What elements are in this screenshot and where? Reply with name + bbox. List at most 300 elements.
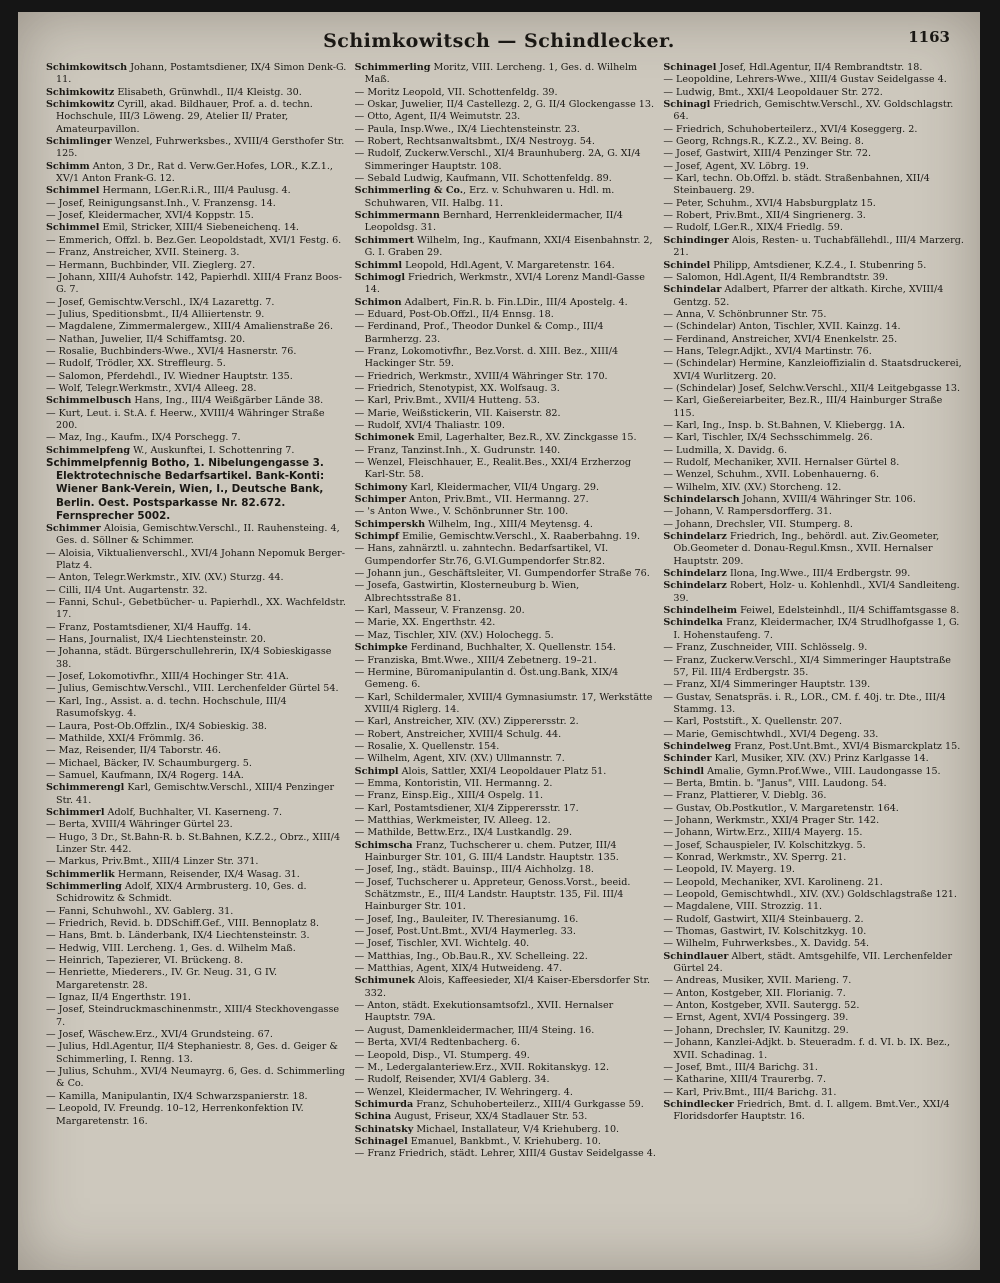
entry-details: — Karl, Priv.Bmt., XVII/4 Hutteng. 53.	[354, 395, 540, 407]
entry-surname: Schimlinger	[46, 136, 112, 148]
directory-entry	[46, 967, 349, 992]
running-head: Schimkowitsch — Schindlecker.	[323, 30, 675, 52]
entry-details: Cyrill, akad. Bildhauer, Prof. a. d. techn. Hochschule, III/3 Löweng. 29, Atelier II/ Prater, Amateurpavillon.	[56, 99, 313, 135]
directory-entry	[355, 1074, 658, 1086]
directory-entry	[46, 235, 349, 247]
entry-details: — Josef, Wäschew.Erz., XVI/4 Grundsteing. 67.	[46, 1029, 273, 1041]
directory-entry	[46, 62, 349, 87]
directory-entry	[355, 642, 658, 654]
directory-entry	[663, 803, 966, 815]
directory-entry	[46, 260, 349, 272]
entry-details: — Leopoldine, Lehrers-Wwe., XIII/4 Gustav Seidelgasse 4.	[663, 74, 947, 86]
entry-details: — Rudolf, Trödler, XX. Streffleurg. 5.	[46, 358, 226, 370]
entry-details: — Anna, V. Schönbrunner Str. 75.	[663, 308, 827, 320]
entry-details: — Josef, Post.Unt.Bmt., XVI/4 Haymerleg. 33.	[354, 926, 576, 938]
directory-entry	[46, 671, 349, 683]
entry-details: — Robert, Anstreicher, XVIII/4 Schulg. 44.	[354, 728, 562, 740]
entry-details: Ilona, Ing.Wwe., III/4 Erdbergstr. 99.	[726, 568, 911, 580]
directory-entry	[663, 766, 966, 778]
directory-entry	[663, 642, 966, 654]
entry-details: Bernhard, Herrenkleidermacher, II/4 Leopoldsg. 31.	[364, 210, 623, 234]
entry-details: — Wilhelm, Fuhrwerksbes., X. Davidg. 54.	[663, 938, 870, 950]
entry-surname: Schinagel	[663, 62, 717, 73]
entry-details: — Karl, Ing., Insp. b. St.Bahnen, V. Kliebergg. 1A.	[663, 419, 906, 431]
entry-details: — Marie, Weißstickerin, VII. Kaiserstr. 82.	[354, 407, 561, 419]
directory-entry	[355, 173, 658, 185]
entry-details: — Franz Friedrich, städt. Lehrer, XIII/4 Gustav Seidelgasse 4.	[354, 1148, 656, 1160]
directory-entry	[663, 753, 966, 765]
directory-entry	[663, 692, 966, 717]
page-header	[18, 26, 980, 56]
entry-details: Johann, Postamtsdiener, IX/4 Simon Denk-G. 11.	[56, 62, 347, 86]
directory-entry	[46, 136, 349, 161]
directory-entry	[46, 955, 349, 967]
entry-details: — Josef, Bmt., III/4 Barichg. 31.	[663, 1061, 818, 1073]
entry-details: Adalbert, Fin.R. b. Fin.LDir., III/4 Apostelg. 4.	[401, 296, 628, 308]
entry-details: — Maz, Tischler, XIV. (XV.) Holochegg. 5.	[354, 629, 554, 641]
directory-entry	[663, 815, 966, 827]
directory-entry	[355, 420, 658, 432]
entry-details: — Berta, XVI/4 Redtenbacherg. 6.	[354, 1037, 521, 1049]
directory-entry	[355, 963, 658, 975]
directory-entry	[46, 371, 349, 383]
entry-surname: Schimmerling	[46, 880, 122, 892]
directory-entry	[663, 432, 966, 444]
entry-details: Leopold, Hdl.Agent, V. Margaretenstr. 164.	[402, 259, 615, 271]
entry-details: Emil, Stricker, XIII/4 Siebeneichenq. 14.	[99, 222, 299, 234]
entry-details: — Maz, Ing., Kaufm., IX/4 Porschegg. 7.	[46, 432, 241, 444]
directory-entry	[46, 1091, 349, 1103]
directory-entry	[46, 992, 349, 1004]
directory-entry	[663, 334, 966, 346]
directory-entry	[46, 210, 349, 222]
directory-entry	[355, 975, 658, 1000]
directory-entry	[355, 346, 658, 371]
directory-entry	[355, 1111, 658, 1123]
directory-entry	[663, 198, 966, 210]
directory-entry	[46, 572, 349, 584]
directory-entry	[663, 148, 966, 160]
entry-details: — Josef, Gemischtw.Verschl., IX/4 Lazarettg. 7.	[46, 296, 275, 308]
directory-entry	[355, 260, 658, 272]
entry-surname: Schimperskh	[354, 518, 426, 530]
directory-entry	[355, 617, 658, 629]
directory-entry	[355, 1050, 658, 1062]
directory-entry	[663, 1037, 966, 1062]
directory-entry	[663, 679, 966, 691]
entry-details: — Johanna, städt. Bürgerschullehrerin, IX/4 Sobieskigasse 38.	[46, 646, 332, 670]
entry-details: Alois, Sattler, XXI/4 Leopoldauer Platz 51.	[398, 765, 607, 777]
entry-details: — Karl, Gießereiarbeiter, Bez.R., III/4 Hainburger Straße 115.	[663, 395, 943, 419]
entry-details: — Markus, Priv.Bmt., XIII/4 Linzer Str. 371.	[46, 856, 259, 868]
directory-entry	[355, 531, 658, 543]
directory-entry	[355, 667, 658, 692]
entry-details: — Johann, Kanzlei-Adjkt. b. Steueradm. f. d. VI. b. IX. Bez., XVII. Schadinag. 1.	[663, 1037, 951, 1061]
column-3	[663, 62, 966, 1258]
entry-details: — Johann, Werkmstr., XXI/4 Prager Str. 142.	[663, 814, 880, 826]
directory-entry	[355, 494, 658, 506]
directory-entry	[355, 605, 658, 617]
directory-entry	[663, 840, 966, 852]
entry-details: Wenzel, Fuhrwerksbes., XVIII/4 Gersthofer Str. 125.	[56, 136, 345, 160]
entry-details: Robert, Holz- u. Kohlenhdl., XVI/4 Sandleiteng. 39.	[673, 580, 960, 604]
entry-details: — Josef, Kleidermacher, XVI/4 Koppstr. 15.	[46, 210, 254, 222]
entry-surname: Schimpf	[354, 531, 400, 543]
directory-entry	[355, 235, 658, 260]
entry-details: — Rosalie, Buchbinders-Wwe., XVI/4 Hasnerstr. 76.	[46, 345, 297, 357]
entry-details: — Moritz Leopold, VII. Schottenfeldg. 39.	[354, 86, 558, 98]
entry-details: — Franz, Anstreicher, XVII. Steinerg. 3.	[46, 247, 240, 259]
entry-details: — Mathilde, Bettw.Erz., IX/4 Lustkandlg. 29.	[354, 827, 573, 839]
directory-entry	[46, 770, 349, 782]
entry-surname: Schimmerengl	[46, 782, 125, 794]
entry-details: Adalbert, Pfarrer der altkath. Kirche, XVIII/4 Gentzg. 52.	[673, 284, 944, 308]
directory-entry	[663, 938, 966, 950]
entry-details: — Matthias, Werkmeister, IV. Alleeg. 12.	[354, 814, 551, 826]
directory-entry	[46, 733, 349, 745]
entry-surname: Schimony	[354, 481, 408, 493]
entry-details: — Samuel, Kaufmann, IX/4 Rogerg. 14A.	[46, 769, 244, 781]
directory-entry	[46, 198, 349, 210]
entry-surname: Schimscha	[354, 839, 413, 851]
directory-entry	[355, 1062, 658, 1074]
directory-entry	[46, 696, 349, 721]
directory-entry	[355, 692, 658, 717]
entry-surname: Schimml	[354, 259, 403, 271]
directory-entry	[355, 185, 658, 210]
entry-details: — Josefa, Gastwirtin, Klosterneuburg b. Wien, Albrechtsstraße 81.	[354, 580, 580, 604]
entry-surname: Schimmer	[46, 523, 101, 535]
entry-details: — Karl, Poststift., X. Quellenstr. 207.	[663, 716, 843, 728]
entry-details: Hans, Ing., III/4 Weißgärber Lände 38.	[131, 395, 324, 407]
entry-surname: Schimmerl	[46, 806, 105, 818]
directory-entry	[663, 877, 966, 889]
entry-surname: Schimmert	[354, 234, 414, 246]
entry-details: Josef, Hdl.Agentur, II/4 Rembrandtstr. 18.	[716, 62, 923, 73]
directory-entry	[46, 432, 349, 444]
directory-entry	[663, 1062, 966, 1074]
entry-details: — Sebald Ludwig, Kaufmann, VII. Schottenfeldg. 89.	[354, 173, 612, 185]
directory-entry	[46, 819, 349, 831]
entry-details: — Franz, Plattierer, V. Dieblg. 36.	[663, 790, 827, 802]
entry-surname: Schimunek	[354, 975, 415, 987]
directory-entry	[663, 420, 966, 432]
entry-details: — Maz, Reisender, II/4 Taborstr. 46.	[46, 745, 222, 757]
entry-surname: Schimkowitz	[46, 99, 115, 111]
entry-details: — Julius, Speditionsbmt., II/4 Alliiertenstr. 9.	[46, 308, 265, 320]
directory-entry	[46, 856, 349, 868]
directory-entry	[46, 869, 349, 881]
directory-entry	[46, 358, 349, 370]
directory-entry	[46, 408, 349, 433]
directory-entry	[663, 469, 966, 481]
directory-entry	[355, 1148, 658, 1160]
entry-details: Amalie, Gymn.Prof.Wwe., VIII. Laudongasse 15.	[704, 765, 941, 777]
directory-entry	[663, 395, 966, 420]
entry-details: — Georg, Rchngs.R., K.Z.2., XV. Being. 8.	[663, 136, 864, 148]
directory-entry	[355, 1087, 658, 1099]
directory-entry	[46, 457, 349, 523]
directory-entry	[355, 62, 658, 87]
directory-entry	[355, 148, 658, 173]
directory-entry	[663, 580, 966, 605]
entry-details: — Ludwig, Bmt., XXI/4 Leopoldauer Str. 272.	[663, 86, 883, 98]
directory-entry	[663, 901, 966, 913]
entry-details: Wilhelm, Ing., Kaufmann, XXI/4 Eisenbahnstr. 2, G. I. Graben 29.	[364, 234, 653, 259]
entry-details: — Nathan, Juwelier, II/4 Schiffamtsg. 20.	[46, 333, 246, 345]
entry-details: — Rudolf, XVI/4 Thaliastr. 109.	[354, 419, 505, 431]
directory-entry	[355, 1124, 658, 1136]
entry-details: — Ernst, Agent, XVI/4 Possingerg. 39.	[663, 1012, 849, 1024]
entry-details: — Rudolf, Mechaniker, XVII. Hernalser Gürtel 8.	[663, 457, 900, 468]
directory-entry	[46, 807, 349, 819]
entry-surname: Schindelarsch	[663, 494, 740, 506]
directory-entry	[663, 494, 966, 506]
entry-details: Franz, Post.Unt.Bmt., XVI/4 Bismarckplatz 15.	[731, 740, 961, 752]
directory-entry	[663, 790, 966, 802]
entry-details: — Josef, Tischler, XVI. Wichtelg. 40.	[354, 938, 530, 950]
entry-details: — Josef, Agent, XV. Löbrg. 19.	[663, 160, 809, 172]
directory-entry	[663, 136, 966, 148]
entry-surname: Schimurda	[354, 1098, 414, 1110]
entry-details: — Karl, Postamtsdiener, XI/4 Zipperersstr. 17.	[354, 802, 579, 814]
entry-details: — Cilli, II/4 Unt. Augartenstr. 32.	[46, 584, 208, 596]
entry-details: Feiwel, Edelsteinhdl., II/4 Schiffamtsgasse 8.	[737, 605, 960, 617]
directory-entry	[355, 519, 658, 531]
entry-details: — Michael, Bäcker, IV. Schaumburgerg. 5.	[46, 757, 252, 769]
entry-details: — Josef, Lokomotivfhr., XIII/4 Hochinger Str. 41A.	[46, 671, 289, 683]
entry-details: — Kurt, Leut. i. St.A. f. Heerw., XVIII/4 Währinger Straße 200.	[46, 407, 325, 431]
entry-surname: Schina	[354, 1111, 392, 1123]
directory-entry	[46, 1066, 349, 1091]
entry-surname: Schimmel	[46, 185, 100, 197]
directory-entry	[46, 646, 349, 671]
entry-details: — Thomas, Gastwirt, IV. Kolschitzkyg. 10.	[663, 926, 867, 938]
entry-details: Albert, städt. Amtsgehilfe, VII. Lerchenfelder Gürtel 24.	[673, 950, 953, 975]
entry-details: — Hermann, Buchbinder, VII. Zieglerg. 27.	[46, 259, 256, 271]
entry-details: — Hans, zahnärztl. u. zahntechn. Bedarfsartikel, VI. Gumpendorfer Str.76, G.VI.Gumpendorfer Str.82.	[354, 543, 609, 567]
entry-details: — Salomon, Pferdehdl., IV. Wiedner Hauptstr. 135.	[46, 370, 293, 382]
entry-surname: Schimogl	[354, 271, 405, 283]
entry-details: — Anton, städt. Exekutionsamtsofzl., XVII. Hernalser Hauptstr. 79A.	[354, 1000, 614, 1024]
directory-entry	[663, 272, 966, 284]
directory-entry	[663, 222, 966, 234]
entry-details: — Franz, XI/4 Simmeringer Hauptstr. 139.	[663, 679, 871, 691]
entry-details: — Franz, Lokomotivfhr., Bez.Vorst. d. XIII. Bez., XIII/4 Hackinger Str. 59.	[354, 345, 619, 370]
entry-surname: Schimmermann	[354, 210, 440, 222]
directory-entry	[355, 457, 658, 482]
directory-entry	[355, 87, 658, 99]
entry-surname: Schindelarz	[663, 568, 727, 580]
directory-entry	[663, 926, 966, 938]
entry-details: Wilhelm, Ing., XIII/4 Meytensg. 4.	[425, 518, 593, 530]
entry-details: — Hans, Telegr.Adjkt., XVI/4 Martinstr. 76.	[663, 345, 872, 357]
directory-entry	[663, 605, 966, 617]
entry-details: Adolf, Buchhalter, VI. Kaserneng. 7.	[104, 806, 283, 818]
directory-entry	[46, 272, 349, 297]
entry-details: — Ludmilla, X. Davidg. 6.	[663, 444, 788, 456]
entry-details: — Julius, Gemischtw.Verschl., VIII. Lerchenfelder Gürtel 54.	[46, 683, 339, 695]
directory-entry	[355, 395, 658, 407]
entry-details: — Marie, Gemischtwhdl., XVI/4 Degeng. 33.	[663, 728, 879, 740]
entry-details: — Johann, Drechsler, VII. Stumperg. 8.	[663, 518, 853, 530]
entry-details: — Anton, Kostgeber, XII. Florianig. 7.	[663, 987, 846, 999]
directory-entry	[663, 827, 966, 839]
entry-details: — Gustav, Ob.Postkutlor., V. Margaretenstr. 164.	[663, 802, 899, 814]
entry-surname: Schindelka	[663, 617, 724, 629]
columns	[46, 62, 966, 1258]
entry-details: — Johann, Wirtw.Erz., XIII/4 Mayerg. 15.	[663, 827, 863, 839]
entry-surname: Schindelweg	[663, 740, 732, 752]
directory-entry	[355, 272, 658, 297]
entry-details: Alois, Resten- u. Tuchabfällehdl., III/4 Marzerg. 21.	[673, 234, 964, 259]
directory-entry	[663, 1074, 966, 1086]
entry-details: — Rosalie, X. Quellenstr. 154.	[354, 740, 500, 752]
directory-entry	[355, 432, 658, 444]
directory-entry	[46, 832, 349, 857]
entry-details: Hermann, Reisender, IX/4 Wasag. 31.	[114, 868, 300, 880]
entry-details: Hermann, LGer.R.i.R., III/4 Paulusg. 4.	[99, 185, 291, 197]
entry-details: Franz, Kleidermacher, IX/4 Strudlhofgasse 1, G. I. Hohenstaufeng. 7.	[673, 617, 960, 641]
entry-details: — Friedrich, Schuhoberteilerz., XVI/4 Koseggerg. 2.	[663, 123, 918, 135]
entry-details: Elisabeth, Grünwhdl., II/4 Kleistg. 30.	[114, 86, 302, 98]
entry-surname: Schindinger	[663, 234, 729, 246]
entry-surname: Schinder	[663, 753, 712, 765]
directory-entry	[663, 716, 966, 728]
directory-entry	[663, 346, 966, 358]
entry-details: Friedrich, Gemischtw.Verschl., XV. Goldschlagstr. 64.	[673, 99, 954, 123]
entry-details: — Hedwig, VIII. Lercheng. 1, Ges. d. Wilhelm Maß.	[46, 942, 296, 954]
entry-details: Franz, Schuhoberteilerz., XIII/4 Gurkgasse 59.	[413, 1098, 644, 1110]
entry-surname: Schimpl	[354, 765, 399, 777]
entry-details: — Leopold, Mechaniker, XVI. Karolineng. 21.	[663, 876, 883, 888]
entry-details: — Wilhelm, XIV. (XV.) Storcheng. 12.	[663, 481, 842, 493]
entry-details: — Heinrich, Tapezierer, VI. Brückeng. 8.	[46, 955, 244, 967]
entry-details: — Rudolf, Zuckerw.Verschl., XI/4 Braunhuberg. 2A, G. XI/4 Simmeringer Hauptstr. 108.	[354, 148, 641, 172]
directory-entry	[663, 124, 966, 136]
entry-details: — Franz, Einsp.Eig., XIII/4 Ospelg. 11.	[354, 790, 544, 802]
entry-details: — Marie, XX. Engerthstr. 42.	[354, 617, 496, 629]
directory-entry	[663, 975, 966, 987]
entry-details: Karl, Kleidermacher, VII/4 Ungarg. 29.	[407, 481, 600, 493]
directory-entry	[355, 309, 658, 321]
entry-surname: Schinagl	[663, 99, 711, 111]
entry-surname: Schimmerling	[354, 62, 431, 73]
entry-details: — Franz, Tanzinst.Inh., X. Gudrunstr. 140.	[354, 444, 561, 456]
entry-surname: Schimmel	[46, 222, 100, 234]
directory-entry	[46, 918, 349, 930]
directory-entry	[46, 161, 349, 186]
entry-surname: Schinatsky	[354, 1123, 414, 1135]
directory-entry	[355, 716, 658, 728]
entry-details: — Karl, techn. Ob.Offzl. b. städt. Straßenbahnen, XII/4 Steinbauerg. 29.	[663, 173, 930, 197]
entry-details: — Berta, XVIII/4 Währinger Gürtel 23.	[46, 819, 233, 831]
entry-surname: Schimm	[46, 160, 90, 172]
entry-surname: Schindelarz	[663, 531, 727, 543]
directory-entry	[355, 753, 658, 765]
directory-entry	[663, 1000, 966, 1012]
entry-details: — Karl, Priv.Bmt., III/4 Barichg. 31.	[663, 1086, 837, 1098]
directory-entry	[46, 99, 349, 136]
directory-entry	[355, 864, 658, 876]
entry-details: — Friedrich, Stenotypist, XX. Wolfsaug. 3.	[354, 382, 560, 394]
directory-entry	[46, 87, 349, 99]
directory-entry	[46, 906, 349, 918]
directory-entry	[663, 210, 966, 222]
entry-details: Emil, Lagerhalter, Bez.R., XV. Zinckgasse 15.	[414, 432, 637, 444]
entry-details: — Rudolf, Reisender, XVI/4 Gablerg. 34.	[354, 1074, 550, 1086]
directory-entry	[355, 926, 658, 938]
directory-entry	[355, 111, 658, 123]
entry-details: — Josef, Schauspieler, IV. Kolschitzkyg. 5.	[663, 839, 866, 851]
entry-details: — Wenzel, Kleidermacher, IV. Wehringerg. 4.	[354, 1086, 573, 1098]
directory-entry	[663, 445, 966, 457]
entry-details: — Mathilde, XXI/4 Frömmlg. 36.	[46, 732, 204, 744]
entry-details: — Josef, Tuchscherer u. Appreteur, Genoss.Vorst., beeid. Schätzmstr., E., III/4 Landstr. Hauptstr. 135, Fil. III/4 Hainburger Str. 101.	[354, 876, 631, 913]
entry-details: Friedrich, Bmt. d. I. allgem. Bmt.Ver., XXI/4 Floridsdorfer Hauptstr. 16.	[673, 1098, 950, 1123]
directory-entry	[663, 778, 966, 790]
directory-entry	[355, 1000, 658, 1025]
entry-details: — Emma, Kontoristin, VII. Hermanng. 2.	[354, 777, 553, 789]
entry-details: — Peter, Schuhm., XVI/4 Habsburgplatz 15.	[663, 197, 876, 209]
directory-entry	[663, 260, 966, 272]
directory-entry	[355, 408, 658, 420]
directory-entry	[355, 827, 658, 839]
entry-surname: Schimmelpfennig Botho	[46, 457, 186, 469]
entry-surname: Schimpke	[354, 642, 408, 654]
entry-details: Anton, Priv.Bmt., VII. Hermanng. 27.	[406, 494, 589, 506]
directory-entry	[46, 346, 349, 358]
entry-details: — Karl, Anstreicher, XIV. (XV.) Zipperersstr. 2.	[354, 716, 579, 728]
directory-entry	[663, 1025, 966, 1037]
directory-entry	[46, 222, 349, 234]
directory-entry	[46, 683, 349, 695]
entry-details: — Johann jun., Geschäftsleiter, VI. Gumpendorfer Straße 76.	[354, 568, 650, 580]
directory-entry	[46, 523, 349, 548]
entry-details: — Kamilla, Manipulantin, IX/4 Schwarzspanierstr. 18.	[46, 1090, 308, 1102]
directory-entry	[355, 1025, 658, 1037]
entry-details: — Karl, Masseur, V. Franzensg. 20.	[354, 605, 525, 617]
entry-surname: Schimmelbusch	[46, 395, 132, 407]
directory-entry	[355, 766, 658, 778]
entry-details: — Emmerich, Offzl. b. Bez.Ger. Leopoldstadt, XVI/1 Festg. 6.	[46, 234, 342, 246]
entry-details: — Friedrich, Revid. b. DDSchiff.Gef., VIII. Bennoplatz 8.	[46, 918, 320, 930]
entry-details: — Ignaz, II/4 Engerthstr. 191.	[46, 992, 191, 1004]
entry-details: — (Schindelar) Josef, Selchw.Verschl., XII/4 Leitgebgasse 13.	[663, 382, 961, 394]
column-2	[355, 62, 658, 1258]
entry-details: — Franz, Zuckerw.Verschl., XI/4 Simmeringer Hauptstraße 57, Fil. III/4 Erdbergstr. 35.	[663, 654, 951, 678]
directory-entry	[46, 634, 349, 646]
directory-entry	[355, 136, 658, 148]
entry-details: — Paula, Insp.Wwe., IX/4 Liechtensteinstr. 23.	[354, 123, 580, 135]
directory-entry	[663, 1099, 966, 1124]
entry-details: — Konrad, Werkmstr., XV. Sperrg. 21.	[663, 852, 847, 863]
entry-details: Philipp, Amtsdiener, K.Z.4., I. Stubenring 5.	[710, 259, 927, 271]
entry-surname: Schimkowitz	[46, 86, 115, 98]
directory-entry	[46, 597, 349, 622]
entry-details: — Robert, Rechtsanwaltsbmt., IX/4 Nestroyg. 54.	[354, 136, 595, 148]
entry-details: — Aloisia, Viktualienverschl., XVI/4 Johann Nepomuk Berger-Platz 4.	[46, 547, 346, 572]
directory-entry	[663, 309, 966, 321]
directory-entry	[355, 655, 658, 667]
directory-entry	[355, 803, 658, 815]
entry-details: Friedrich, Ing., behördl. aut. Ziv.Geometer, Ob.Geometer d. Donau-Regul.Kmsn., XVII. Hernalser Hauptstr. 209.	[673, 531, 940, 567]
directory-entry	[663, 173, 966, 198]
directory-entry	[663, 284, 966, 309]
entry-details: — Leopold, IV. Freundg. 10–12, Herrenkonfektion IV. Margaretenstr. 16.	[46, 1103, 304, 1127]
entry-details: — Magdalene, VIII. Strozzig. 11.	[663, 901, 823, 913]
directory-entry	[663, 519, 966, 531]
